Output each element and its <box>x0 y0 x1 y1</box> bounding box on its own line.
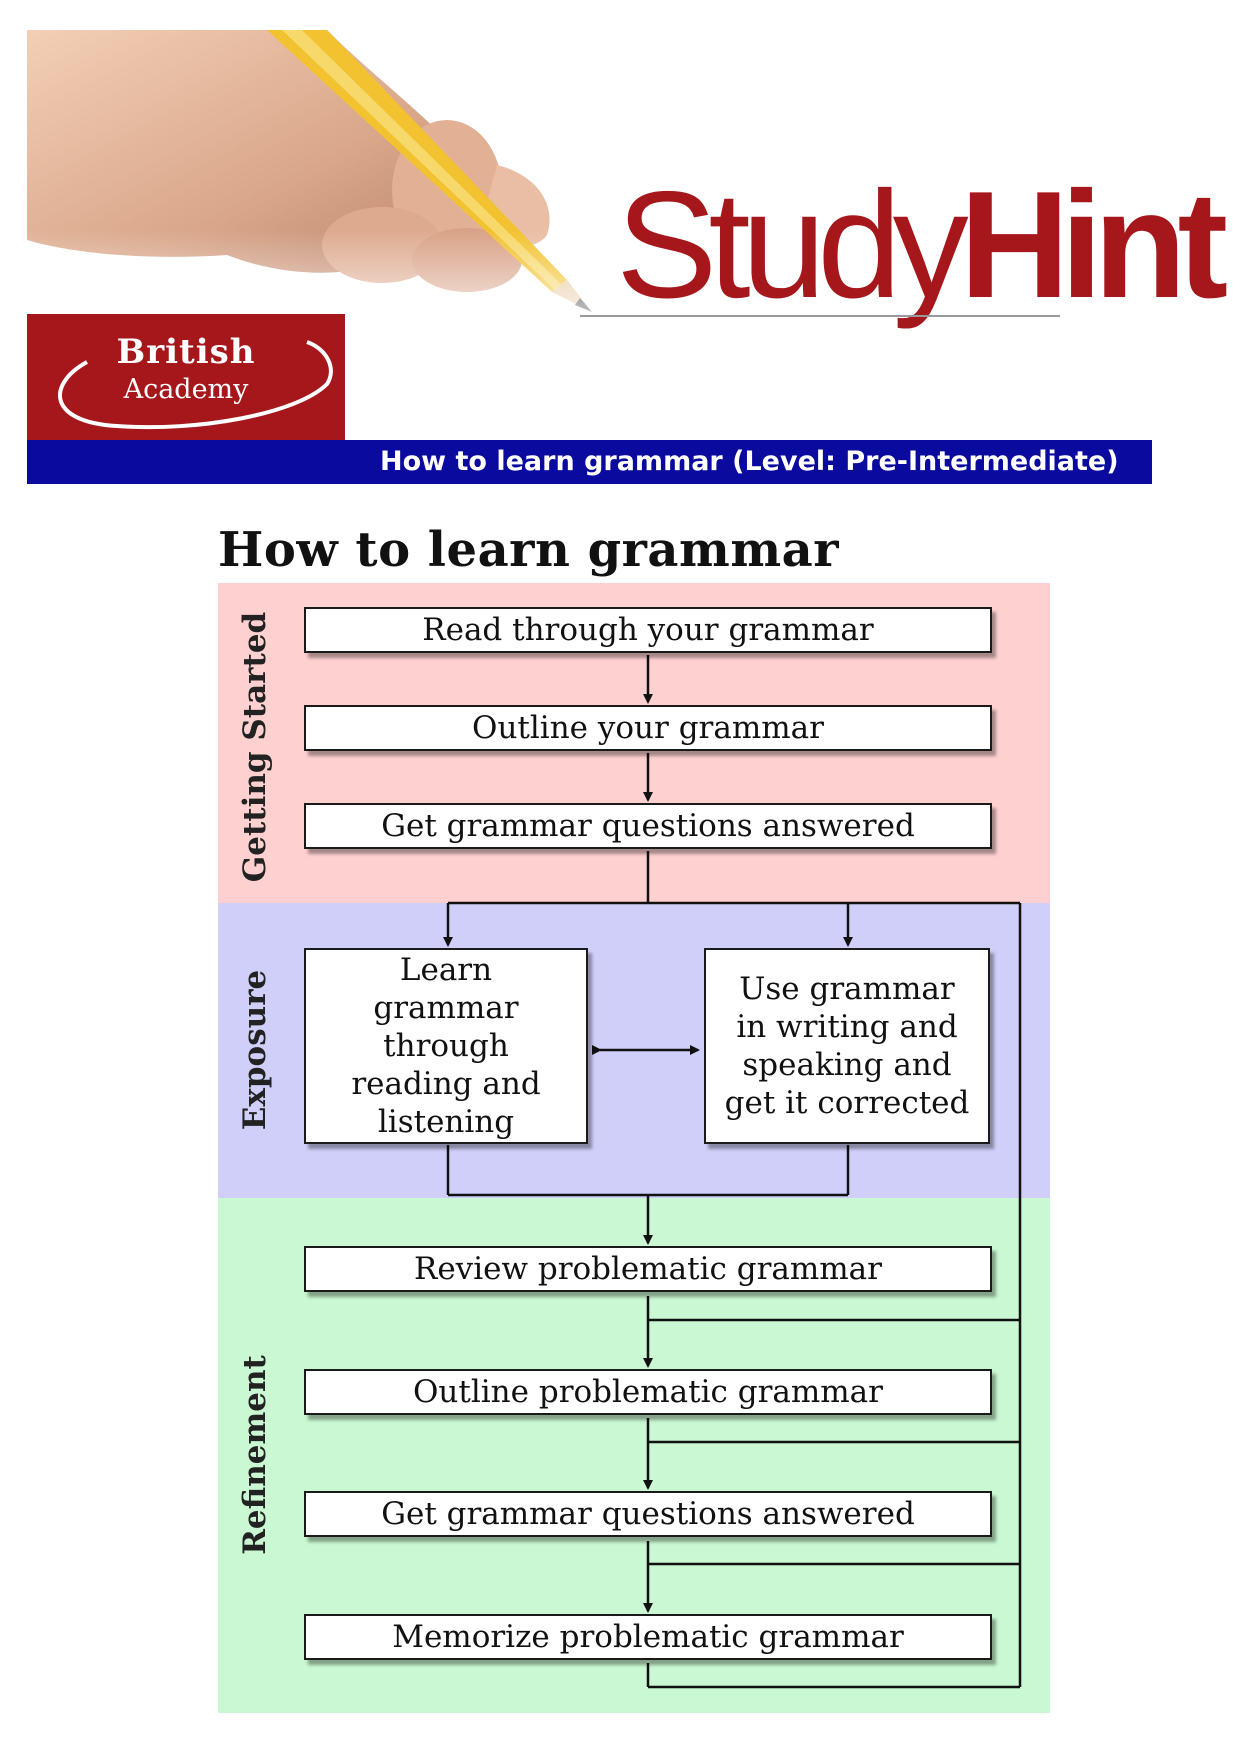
step-memorize-problematic: Memorize problematic grammar <box>304 1614 992 1660</box>
british-academy-logo <box>27 314 345 440</box>
banner-title: How to learn grammar (Level: Pre-Intermediate) <box>380 446 1119 477</box>
logo-line-academy: Academy <box>123 374 249 405</box>
brand-study-text: Study <box>616 160 960 330</box>
brand-hint-text: Hint <box>959 160 1220 330</box>
step-get-questions-2: Get grammar questions answered <box>304 1491 992 1537</box>
step-use-grammar: Use grammar in writing and speaking and get it corrected <box>704 948 990 1144</box>
step-review-problematic: Review problematic grammar <box>304 1246 992 1292</box>
label-getting-started: Getting Started <box>237 611 273 883</box>
step-get-questions: Get grammar questions answered <box>304 803 992 849</box>
step-outline: Outline your grammar <box>304 705 992 751</box>
brand-underline <box>580 314 1060 318</box>
step-outline-problematic: Outline problematic grammar <box>304 1369 992 1415</box>
flowchart-title: How to learn grammar <box>218 522 839 578</box>
hand-with-pencil-illustration <box>27 30 647 350</box>
step-learn-through: Learn grammar through reading and listening <box>304 948 588 1144</box>
label-exposure: Exposure <box>237 969 273 1131</box>
label-refinement: Refinement <box>237 1355 273 1555</box>
logo-line-british: British <box>116 332 256 372</box>
studyhint-wordmark <box>616 160 1220 330</box>
step-read-through: Read through your grammar <box>304 607 992 653</box>
